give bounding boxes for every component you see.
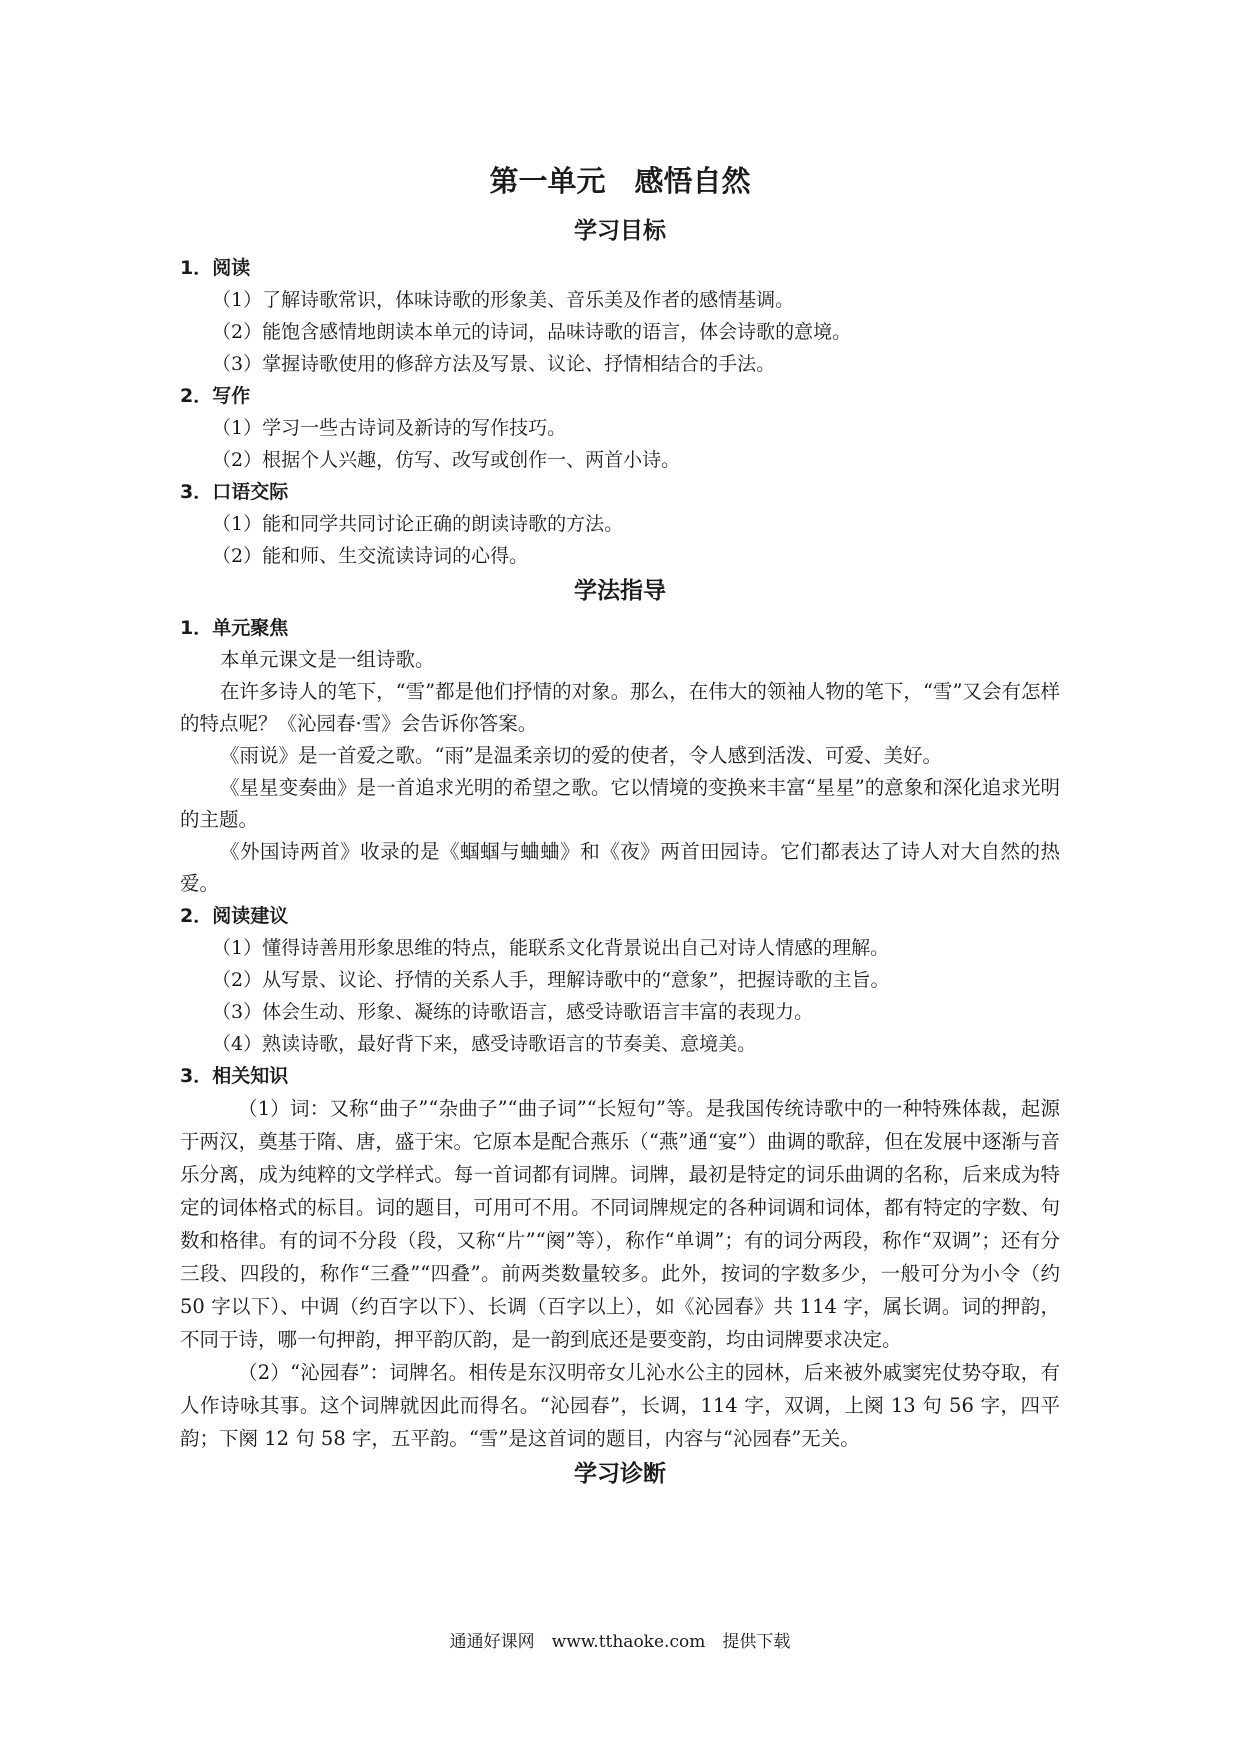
focus-paragraph: 本单元课文是一组诗歌。 [220, 648, 435, 671]
unit-title: 第一单元 感悟自然 [489, 164, 751, 198]
goals-heading-reading: 1．阅读 [180, 257, 251, 279]
method-heading-focus: 1．单元聚焦 [180, 617, 289, 639]
goals-heading-speaking: 3．口语交际 [180, 481, 289, 503]
method-heading-knowledge: 3．相关知识 [180, 1065, 289, 1087]
section-title-goals: 学习目标 [574, 218, 666, 244]
goals-item: （2）根据个人兴趣，仿写、改写或创作一、两首小诗。 [212, 449, 681, 471]
goals-item: （2）能饱含感情地朗读本单元的诗词，品味诗歌的语言，体会诗歌的意境。 [212, 321, 852, 343]
advice-item: （1）懂得诗善用形象思维的特点，能联系文化背景说出自己对诗人情感的理解。 [212, 937, 890, 959]
goals-group-speaking [180, 476, 1060, 572]
goals-item: （1）学习一些古诗词及新诗的写作技巧。 [212, 417, 567, 439]
focus-paragraph: 《星星变奏曲》是一首追求光明的希望之歌。它以情境的变换来丰富“星星”的意象和深化追求光明的主题。 [180, 776, 1060, 831]
knowledge-paragraph: （2）“沁园春”：词牌名。相传是东汉明帝女儿沁水公主的园林，后来被外戚窦宪仗势夺取，有人作诗咏其事。这个词牌就因此而得名。“沁园春”，长调，114 字，双调，上阕 13 句 56 字，四平韵；下阕 12 句 58 字，五平韵。“雪”是这首词的题目，内容与“沁园春”无关。 [180, 1361, 1060, 1450]
focus-paragraph: 《雨说》是一首爱之歌。“雨”是温柔亲切的爱的使者，令人感到活泼、可爱、美好。 [220, 744, 942, 767]
goals-item: （1）了解诗歌常识，体味诗歌的形象美、音乐美及作者的感情基调。 [212, 289, 795, 311]
method-knowledge [180, 1060, 1060, 1455]
goals-item: （1）能和同学共同讨论正确的朗读诗歌的方法。 [212, 513, 624, 535]
focus-paragraph: 在许多诗人的笔下，“雪”都是他们抒情的对象。那么，在伟大的领袖人物的笔下，“雪”又会有怎样的特点呢？《沁园春·雪》会告诉你答案。 [180, 680, 1060, 735]
section-title-method: 学法指导 [574, 578, 666, 604]
method-advice [180, 900, 1060, 1060]
goals-item: （3）掌握诗歌使用的修辞方法及写景、议论、抒情相结合的手法。 [212, 353, 776, 375]
goals-group-writing [180, 380, 1060, 476]
advice-item: （3）体会生动、形象、凝练的诗歌语言，感受诗歌语言丰富的表现力。 [212, 1001, 814, 1023]
section-title-diagnosis: 学习诊断 [574, 1461, 666, 1487]
document-body [180, 160, 1060, 1495]
page-footer: 通通好课网 www.tthaoke.com 提供下载 [449, 1632, 791, 1652]
focus-paragraph: 《外国诗两首》收录的是《蝈蝈与蛐蛐》和《夜》两首田园诗。它们都表达了诗人对大自然的热爱。 [180, 840, 1060, 895]
goals-item: （2）能和师、生交流读诗词的心得。 [212, 545, 529, 567]
goals-heading-writing: 2．写作 [180, 385, 251, 407]
method-heading-advice: 2．阅读建议 [180, 905, 289, 927]
knowledge-paragraph: （1）词：又称“曲子”“杂曲子”“曲子词”“长短句”等。是我国传统诗歌中的一种特殊体裁，起源于两汉，奠基于隋、唐，盛于宋。它原本是配合燕乐（“燕”通“宴”）曲调的歌辞，但在发展中逐渐与音乐分离，成为纯粹的文学样式。每一首词都有词牌。词牌，最初是特定的词乐曲调的名称，后来成为特定的词体格式的标目。词的题目，可用可不用。不同词牌规定的各种词调和词体，都有特定的字数、句数和格律。有的词不分段（段，又称“片”“阕”等），称作“单调”；有的词分两段，称作“双调”；还有分三段、四段的，称作“三叠”“四叠”。前两类数量较多。此外，按词的字数多少，一般可分为小令（约 50 字以下）、中调（约百字以下）、长调（百字以上），如《沁园春》共 114 字，属长调。词的押韵，不同于诗，哪一句押韵，押平韵仄韵，是一韵到底还是要变韵，均由词牌要求决定。 [180, 1097, 1060, 1351]
advice-item: （2）从写景、议论、抒情的关系人手，理解诗歌中的“意象”，把握诗歌的主旨。 [212, 969, 890, 991]
advice-item: （4）熟读诗歌，最好背下来，感受诗歌语言的节奏美、意境美。 [212, 1033, 757, 1055]
method-focus [180, 612, 1060, 900]
goals-group-reading [180, 252, 1060, 380]
